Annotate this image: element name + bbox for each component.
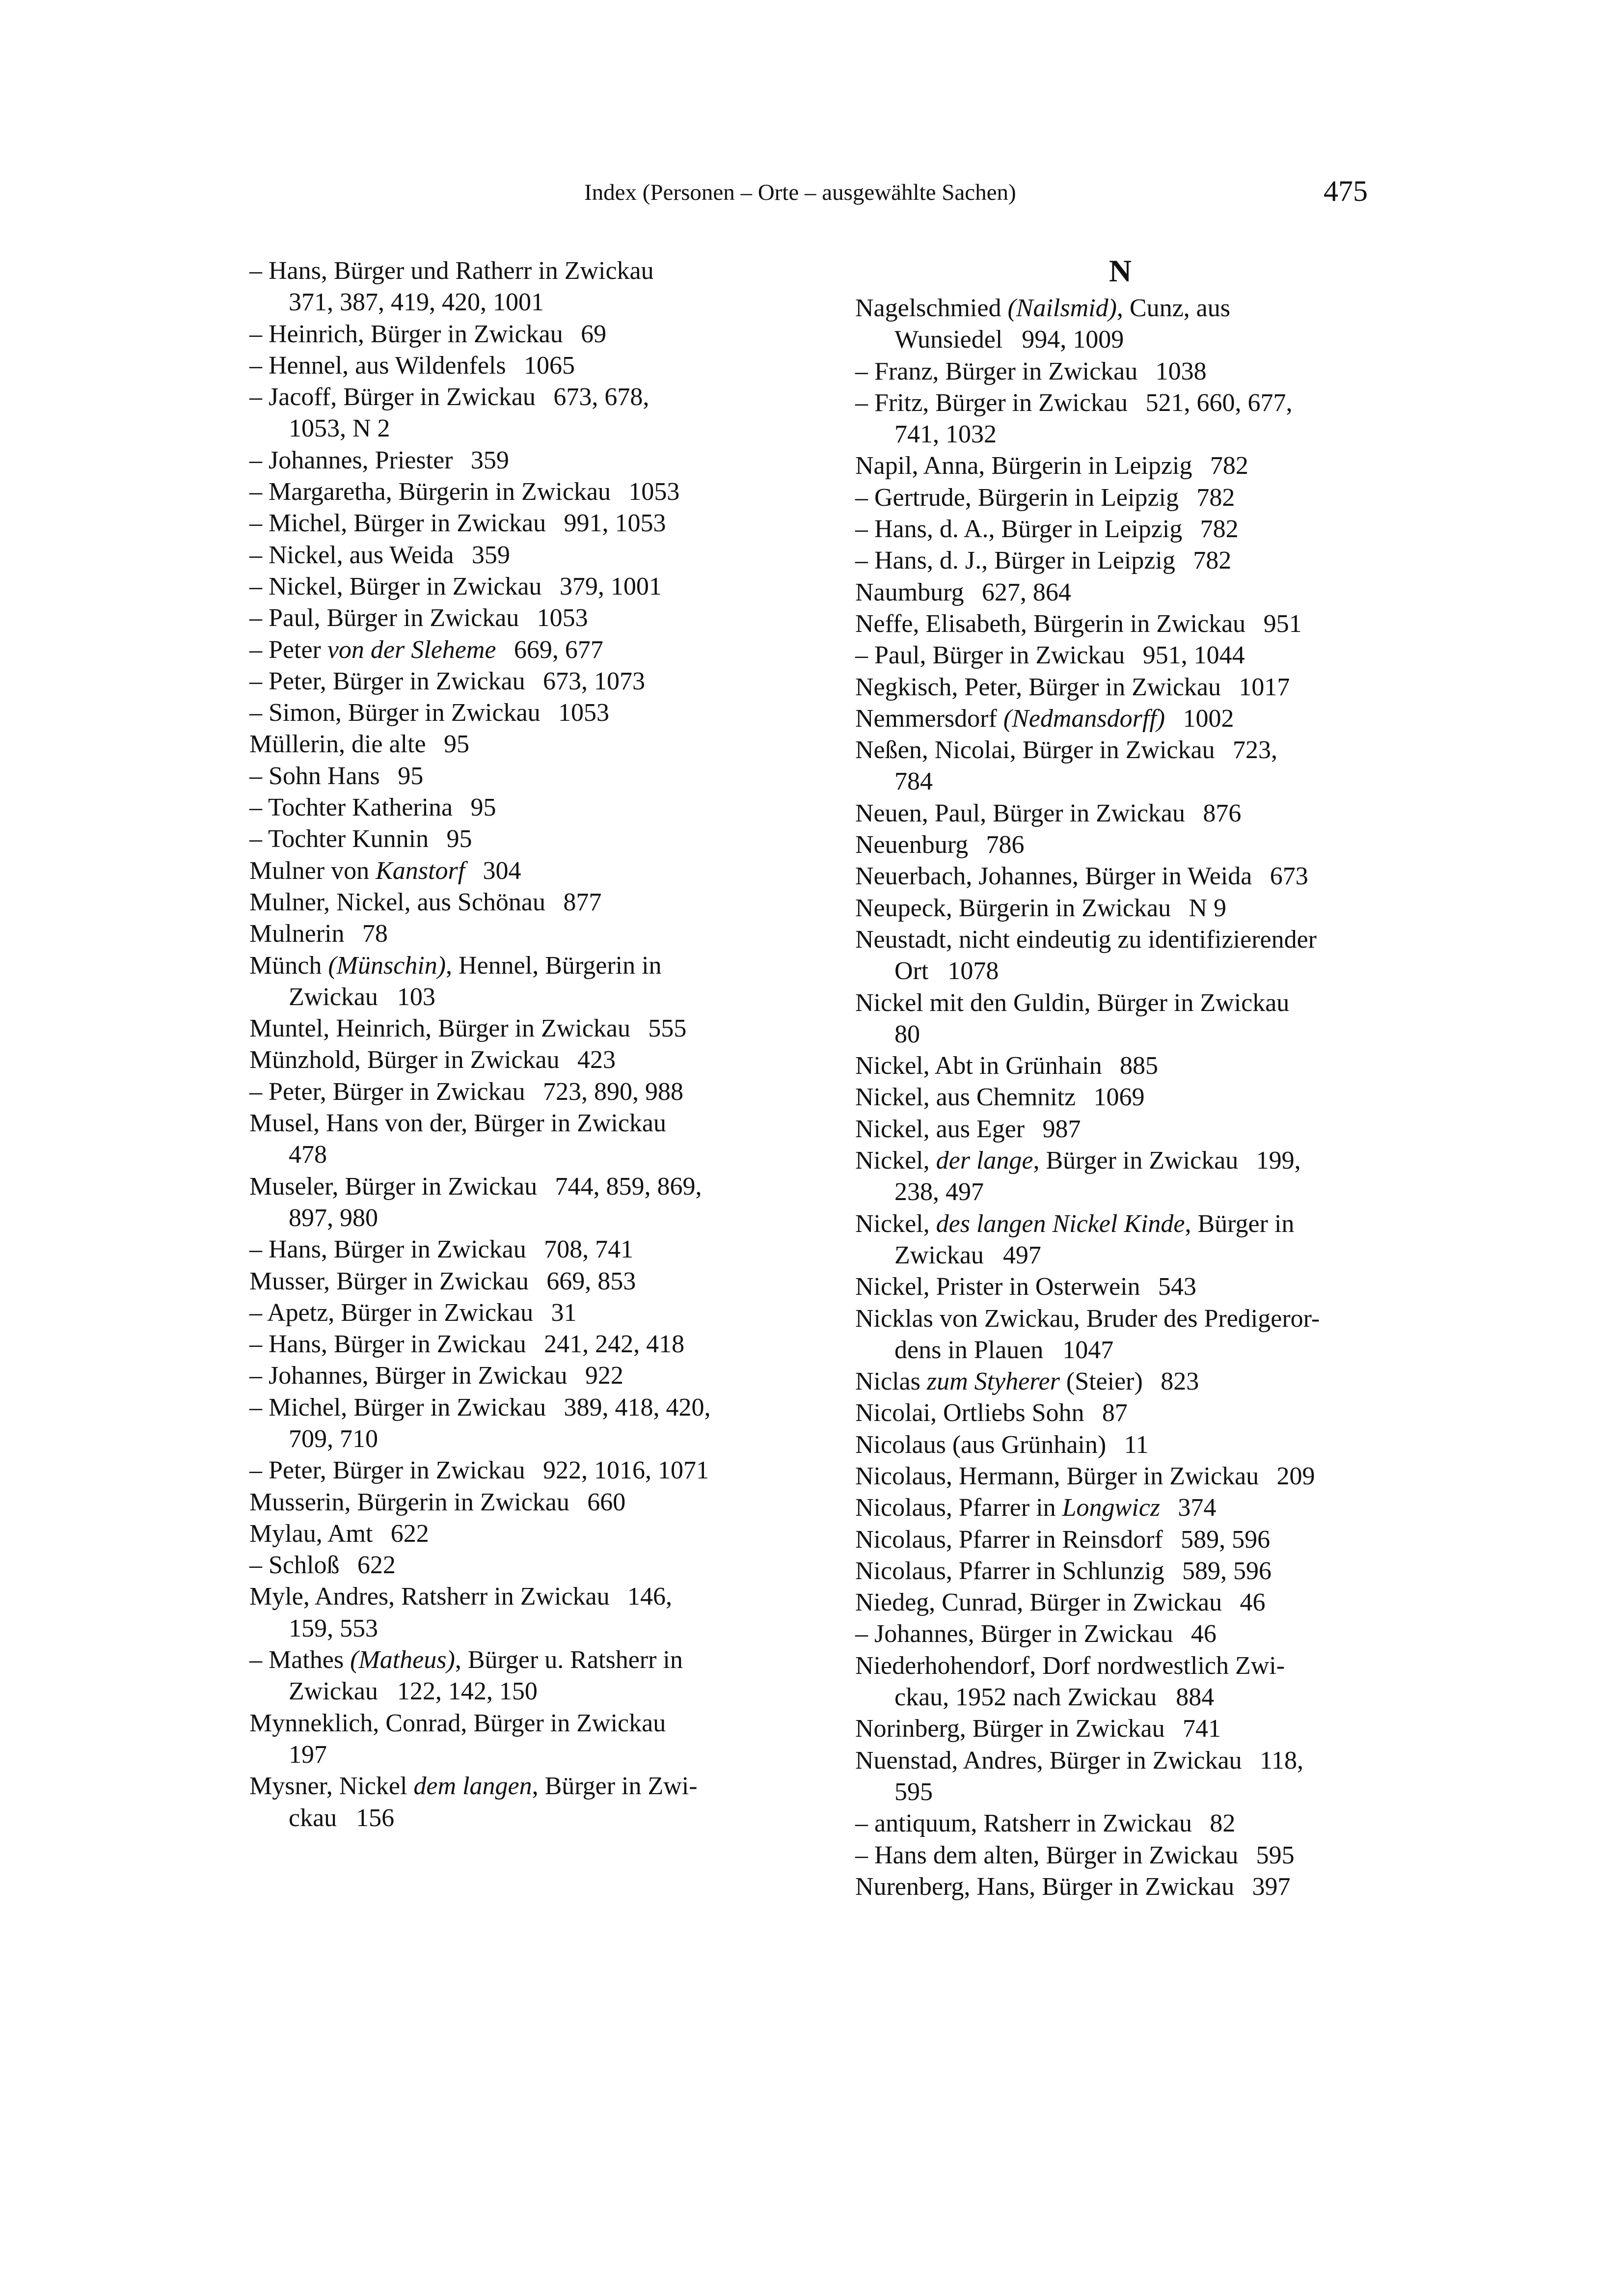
entry-text: – Tochter Kunnin <box>249 825 429 853</box>
entry-page-refs: 669, 677 <box>514 635 603 664</box>
entry-page-refs: 1053 <box>628 478 680 506</box>
entry-page-refs: 723, 890, 988 <box>542 1077 683 1106</box>
entry-text: Nickel, <box>855 1147 936 1175</box>
entry-text-after: , Cunz, aus <box>1116 294 1230 322</box>
entry-page-refs: 786 <box>986 831 1025 859</box>
entry-text: – Gertrude, Bürgerin in Leipzig <box>855 483 1179 512</box>
entry-italic-text: (Nedmansdorff) <box>1003 704 1165 733</box>
entry-text: – Heinrich, Bürger in Zwickau <box>249 320 563 348</box>
entry-page-refs: 922 <box>585 1362 623 1390</box>
entry-page-refs: 708, 741 <box>544 1235 634 1264</box>
index-entry <box>855 640 1385 671</box>
index-entry <box>249 1234 765 1265</box>
entry-italic-text: dem langen <box>413 1772 532 1801</box>
index-entry <box>855 1524 1385 1556</box>
index-entry <box>249 255 765 319</box>
entry-continuation: 478 <box>289 1141 327 1169</box>
entry-text: – Peter, Bürger in Zwickau <box>249 667 525 695</box>
entry-text: – Jacoff, Bürger in Zwickau <box>249 383 536 411</box>
index-entry <box>249 602 765 634</box>
entry-text: Neuenburg <box>855 831 969 859</box>
entry-text: Nicolaus (aus Grünhain) <box>855 1430 1107 1459</box>
index-entry <box>249 350 765 382</box>
entry-page-refs: 922, 1016, 1071 <box>542 1456 709 1485</box>
entry-text: – Peter, Bürger in Zwickau <box>249 1077 525 1106</box>
index-column-right <box>855 255 1385 1903</box>
entry-page-refs: 423 <box>577 1046 616 1074</box>
entry-text: – Johannes, Bürger in Zwickau <box>855 1620 1173 1648</box>
index-entry <box>249 1044 765 1076</box>
entry-text: Negkisch, Peter, Bürger in Zwickau <box>855 673 1221 701</box>
entry-text: Nicolaus, Pfarrer in Reinsdorf <box>855 1525 1163 1554</box>
entry-page-refs: 622 <box>390 1519 429 1548</box>
entry-page-refs: 627, 864 <box>981 578 1071 606</box>
entry-text: Nuenstad, Andres, Bürger in Zwickau <box>855 1746 1242 1775</box>
entry-text: Musserin, Bürgerin in Zwickau <box>249 1488 569 1516</box>
running-head: Index (Personen – Orte – ausgewählte Sachen) <box>584 180 1016 205</box>
entry-page-refs: 374 <box>1178 1494 1217 1522</box>
index-entry <box>855 829 1385 861</box>
index-entry <box>855 735 1385 798</box>
index-entry <box>249 1013 765 1044</box>
entry-continuation: Zwickau 103 <box>289 983 435 1011</box>
entry-italic-text: Longwicz <box>1062 1494 1161 1522</box>
entry-continuation: ckau, 1952 nach Zwickau 884 <box>894 1683 1215 1712</box>
entry-text: Nagelschmied <box>855 294 1008 322</box>
index-entry <box>249 1708 765 1771</box>
index-entry <box>855 1713 1385 1745</box>
entry-text-after: , Hennel, Bürgerin in <box>446 951 662 980</box>
entry-page-refs: 673, 678, <box>553 383 649 411</box>
index-entry <box>855 672 1385 703</box>
index-entry <box>855 545 1385 576</box>
entry-text: – Paul, Bürger in Zwickau <box>855 641 1125 670</box>
index-entry <box>855 293 1385 356</box>
entry-page-refs: 359 <box>471 541 510 569</box>
entry-page-refs: 669, 853 <box>546 1267 636 1295</box>
entry-text: Mulner von <box>249 856 376 885</box>
entry-text: – Simon, Bürger in Zwickau <box>249 699 541 727</box>
entry-page-refs: 589, 596 <box>1182 1557 1272 1585</box>
entry-text: Neuen, Paul, Bürger in Zwickau <box>855 799 1185 827</box>
entry-text: – Peter <box>249 635 327 664</box>
index-entry <box>855 608 1385 640</box>
index-entry <box>249 1266 765 1297</box>
index-entry <box>855 1492 1385 1524</box>
entry-page-refs: 782 <box>1196 483 1235 512</box>
index-entry <box>249 887 765 918</box>
entry-page-refs: 595 <box>1256 1841 1295 1869</box>
entry-text: Museler, Bürger in Zwickau <box>249 1172 538 1201</box>
entry-text: – antiquum, Ratsherr in Zwickau <box>855 1809 1192 1838</box>
entry-text: Neßen, Nicolai, Bürger in Zwickau <box>855 736 1215 765</box>
entry-text: – Sohn Hans <box>249 762 380 790</box>
entry-page-refs: 82 <box>1210 1809 1236 1838</box>
entry-page-refs: 823 <box>1161 1367 1199 1396</box>
entry-text: – Hans, Bürger in Zwickau <box>249 1235 526 1264</box>
index-entry <box>855 1271 1385 1303</box>
entry-page-refs: 622 <box>357 1551 396 1580</box>
entry-page-refs: 69 <box>581 320 607 348</box>
entry-continuation: 1053, N 2 <box>289 414 390 443</box>
entry-page-refs: 521, 660, 677, <box>1145 388 1293 417</box>
entry-page-refs: 95 <box>443 730 469 759</box>
index-entry <box>855 1397 1385 1429</box>
entry-text: Mulner, Nickel, aus Schönau <box>249 888 546 916</box>
entry-text: Musel, Hans von der, Bürger in Zwickau <box>249 1109 667 1138</box>
entry-text: – Johannes, Bürger in Zwickau <box>249 1362 568 1390</box>
index-entry <box>855 1082 1385 1113</box>
index-entry <box>249 1297 765 1329</box>
entry-text: – Hans, Bürger in Zwickau <box>249 1330 526 1359</box>
entry-page-refs: 744, 859, 869, <box>555 1172 702 1201</box>
index-entry <box>855 1429 1385 1461</box>
entry-text: Niederhohendorf, Dorf nordwestlich Zwi- <box>855 1651 1285 1680</box>
index-entry <box>855 1050 1385 1082</box>
index-entry <box>249 1329 765 1360</box>
index-entry <box>855 1871 1385 1903</box>
entry-text: – Schloß <box>249 1551 340 1580</box>
index-entry <box>855 514 1385 545</box>
entry-continuation: Zwickau 497 <box>894 1241 1041 1269</box>
entry-page-refs: 95 <box>470 793 496 822</box>
entry-continuation: Zwickau 122, 142, 150 <box>289 1677 538 1706</box>
entry-text: Nickel, aus Eger <box>855 1115 1025 1143</box>
index-entry <box>855 387 1385 451</box>
entry-page-refs: 11 <box>1124 1430 1149 1459</box>
entry-text: Niclas <box>855 1367 927 1396</box>
entry-page-refs: 987 <box>1042 1115 1081 1143</box>
entry-page-refs: 87 <box>1102 1399 1128 1427</box>
entry-text: Mysner, Nickel <box>249 1772 414 1801</box>
entry-page-refs: 885 <box>1119 1052 1158 1080</box>
entry-page-refs: 95 <box>398 762 424 790</box>
index-entry <box>855 893 1385 924</box>
entry-italic-text: (Münschin) <box>328 951 446 980</box>
entry-text: Nickel, <box>855 1209 936 1238</box>
index-entry <box>855 1840 1385 1871</box>
entry-continuation: 784 <box>894 767 933 796</box>
entry-page-refs: 46 <box>1240 1588 1266 1617</box>
entry-page-refs: 991, 1053 <box>564 509 666 538</box>
index-entry <box>249 1550 765 1581</box>
entry-continuation: 897, 980 <box>289 1203 378 1232</box>
entry-page-refs: 389, 418, 420, <box>564 1393 711 1421</box>
entry-text: – Fritz, Bürger in Zwickau <box>855 388 1128 417</box>
entry-italic-text: zum Styherer <box>926 1367 1060 1396</box>
entry-continuation: 595 <box>894 1777 933 1806</box>
index-entry <box>855 482 1385 514</box>
entry-page-refs: N 9 <box>1189 894 1227 922</box>
entry-page-refs: 877 <box>563 888 602 916</box>
entry-text: Nicolai, Ortliebs Sohn <box>855 1399 1084 1427</box>
entry-page-refs: 782 <box>1200 515 1239 544</box>
entry-text: Norinberg, Bürger in Zwickau <box>855 1715 1165 1743</box>
entry-page-refs: 543 <box>1158 1273 1196 1301</box>
index-entry <box>855 1461 1385 1492</box>
entry-text: – Apetz, Bürger in Zwickau <box>249 1298 534 1327</box>
entry-page-refs: 1053 <box>537 604 588 632</box>
index-entry <box>249 950 765 1013</box>
entry-text: Niedeg, Cunrad, Bürger in Zwickau <box>855 1588 1222 1617</box>
entry-text: Nicolaus, Pfarrer in <box>855 1494 1062 1522</box>
entry-text: Nicolaus, Hermann, Bürger in Zwickau <box>855 1462 1259 1490</box>
index-entry <box>855 1618 1385 1650</box>
index-entry <box>249 571 765 602</box>
entry-continuation: ckau 156 <box>289 1804 395 1832</box>
entry-page-refs: 1002 <box>1183 704 1234 733</box>
index-entry <box>249 697 765 729</box>
entry-text: – Hennel, aus Wildenfels <box>249 351 506 380</box>
index-entry <box>855 1114 1385 1145</box>
entry-text: Neffe, Elisabeth, Bürgerin in Zwickau <box>855 609 1246 638</box>
entry-text-after: , Bürger in Zwickau <box>1033 1147 1239 1175</box>
entry-page-refs: 118, <box>1259 1746 1304 1775</box>
entry-continuation: 238, 497 <box>894 1178 984 1206</box>
index-entry <box>855 798 1385 829</box>
entry-text: – Margaretha, Bürgerin in Zwickau <box>249 478 611 506</box>
entry-italic-text: des langen Nickel Kinde <box>936 1209 1185 1238</box>
entry-text: – Hans, d. A., Bürger in Leipzig <box>855 515 1183 544</box>
page-number: 475 <box>1324 175 1368 207</box>
index-entry <box>855 1587 1385 1618</box>
entry-italic-text: der lange <box>936 1147 1033 1175</box>
entry-text: – Johannes, Priester <box>249 446 453 474</box>
index-entry <box>249 666 765 697</box>
entry-page-refs: 782 <box>1210 452 1248 480</box>
entry-page-refs: 951 <box>1263 609 1302 638</box>
index-entry <box>249 729 765 760</box>
entry-italic-text: von der Sleheme <box>327 635 496 664</box>
index-entry <box>249 540 765 571</box>
index-entry <box>855 1303 1385 1367</box>
entry-text: Mulnerin <box>249 920 345 948</box>
entry-text-after: , Bürger in <box>1185 1209 1295 1238</box>
entry-text: Naumburg <box>855 578 964 606</box>
entry-page-refs: 741 <box>1183 1715 1221 1743</box>
index-entry <box>855 861 1385 892</box>
entry-text: Müllerin, die alte <box>249 730 426 759</box>
entry-text: Nickel, aus Chemnitz <box>855 1083 1076 1112</box>
index-entry <box>249 1108 765 1171</box>
entry-text: Napil, Anna, Bürgerin in Leipzig <box>855 452 1192 480</box>
index-entry <box>249 445 765 476</box>
entry-page-refs: 951, 1044 <box>1142 641 1245 670</box>
index-entry <box>855 1556 1385 1587</box>
entry-text: – Michel, Bürger in Zwickau <box>249 1393 546 1421</box>
entry-text: – Hans, d. J., Bürger in Leipzig <box>855 547 1175 575</box>
entry-page-refs: 876 <box>1203 799 1242 827</box>
index-entry <box>855 1145 1385 1208</box>
index-entry <box>855 1366 1385 1397</box>
index-entry <box>855 1808 1385 1839</box>
index-entry <box>249 1171 765 1234</box>
entry-text: Nicolaus, Pfarrer in Schlunzig <box>855 1557 1164 1585</box>
entry-page-refs: 589, 596 <box>1181 1525 1271 1554</box>
entry-italic-text: (Nailsmid) <box>1007 294 1117 322</box>
entry-page-refs: 723, <box>1233 736 1277 765</box>
entry-text: Mylau, Amt <box>249 1519 373 1548</box>
entry-text: Myle, Andres, Ratsherr in Zwickau <box>249 1583 610 1611</box>
entry-text: – Michel, Bürger in Zwickau <box>249 509 546 538</box>
letter-heading: N <box>1109 253 1132 288</box>
entry-continuation: 80 <box>894 1020 920 1048</box>
index-entry <box>855 1650 1385 1714</box>
entry-continuation: 197 <box>289 1740 327 1769</box>
entry-page-refs: 1065 <box>523 351 575 380</box>
entry-page-refs: 782 <box>1193 547 1232 575</box>
entry-text: Münzhold, Bürger in Zwickau <box>249 1046 560 1074</box>
entry-text: Nicklas von Zwickau, Bruder des Predigeror- <box>855 1304 1320 1333</box>
index-entry <box>855 924 1385 987</box>
entry-text: – Paul, Bürger in Zwickau <box>249 604 519 632</box>
entry-continuation: 371, 387, 419, 420, 1001 <box>289 288 544 317</box>
entry-text: – Hans, Bürger und Ratherr in Zwickau <box>249 257 654 285</box>
entry-page-refs: 241, 242, 418 <box>544 1330 685 1359</box>
index-entry <box>249 382 765 445</box>
index-entry <box>249 1360 765 1392</box>
index-entry <box>249 855 765 887</box>
right-entries <box>855 293 1385 1903</box>
entry-page-refs: 46 <box>1190 1620 1217 1648</box>
entry-page-refs: 673, 1073 <box>542 667 645 695</box>
entry-text: Neustadt, nicht eindeutig zu identifizierender <box>855 925 1317 954</box>
entry-text: Nemmersdorf <box>855 704 1003 733</box>
entry-page-refs: 555 <box>648 1014 687 1043</box>
entry-page-refs: 397 <box>1252 1872 1291 1901</box>
entry-text: Nickel, Prister in Osterwein <box>855 1273 1140 1301</box>
entry-italic-text: Kanstorf <box>376 856 465 885</box>
entry-text: Musser, Bürger in Zwickau <box>249 1267 529 1295</box>
entry-page-refs: 31 <box>551 1298 577 1327</box>
entry-continuation: Ort 1078 <box>894 957 999 985</box>
entry-text: – Peter, Bürger in Zwickau <box>249 1456 525 1485</box>
entry-text: Neupeck, Bürgerin in Zwickau <box>855 894 1171 922</box>
entry-page-refs: 359 <box>470 446 509 474</box>
entry-text-after: (Steier) <box>1059 1367 1143 1396</box>
index-entry <box>249 761 765 792</box>
index-entry <box>249 1455 765 1486</box>
index-entry <box>855 987 1385 1051</box>
index-entry <box>855 703 1385 735</box>
entry-page-refs: 304 <box>483 856 521 885</box>
entry-text: Nickel, Abt in Grünhain <box>855 1052 1102 1080</box>
entry-text: – Hans dem alten, Bürger in Zwickau <box>855 1841 1239 1869</box>
index-entry <box>249 508 765 539</box>
entry-page-refs: 1017 <box>1239 673 1290 701</box>
index-entry <box>249 918 765 950</box>
index-entry <box>855 356 1385 387</box>
index-entry <box>249 634 765 666</box>
entry-text: – Mathes <box>249 1646 351 1674</box>
index-entry <box>249 1518 765 1550</box>
entry-text: Neuerbach, Johannes, Bürger in Weida <box>855 862 1252 891</box>
entry-continuation: dens in Plauen 1047 <box>894 1336 1114 1364</box>
index-entry <box>855 577 1385 608</box>
entry-text: – Franz, Bürger in Zwickau <box>855 357 1138 385</box>
index-entry <box>249 1644 765 1708</box>
entry-italic-text: (Matheus) <box>350 1646 455 1674</box>
entry-page-refs: 1038 <box>1155 357 1207 385</box>
index-entry <box>249 1076 765 1108</box>
index-entry <box>249 823 765 855</box>
index-entry <box>249 1487 765 1518</box>
index-entry <box>855 1745 1385 1808</box>
index-entry <box>249 1581 765 1644</box>
entry-continuation: 741, 1032 <box>894 420 997 449</box>
entry-continuation: Wunsiedel 994, 1009 <box>894 326 1124 354</box>
entry-text: Nickel mit den Guldin, Bürger in Zwickau <box>855 988 1290 1017</box>
entry-text: Münch <box>249 951 328 980</box>
entry-text: Mynneklich, Conrad, Bürger in Zwickau <box>249 1709 666 1737</box>
entry-page-refs: 673 <box>1270 862 1308 891</box>
entry-page-refs: 1069 <box>1093 1083 1145 1112</box>
index-column-left <box>249 255 765 1834</box>
entry-page-refs: 146, <box>627 1583 673 1611</box>
entry-continuation: 709, 710 <box>289 1424 378 1453</box>
entry-page-refs: 1053 <box>558 699 610 727</box>
entry-page-refs: 95 <box>446 825 472 853</box>
index-entry <box>249 319 765 350</box>
index-entry <box>249 1771 765 1834</box>
entry-page-refs: 199, <box>1256 1147 1301 1175</box>
entry-page-refs: 379, 1001 <box>559 572 662 601</box>
entry-page-refs: 660 <box>587 1488 626 1516</box>
entry-page-refs: 78 <box>362 920 388 948</box>
entry-text-after: , Bürger u. Ratsherr in <box>455 1646 683 1674</box>
index-entry <box>249 1392 765 1455</box>
entry-text: – Tochter Katherina <box>249 793 453 822</box>
index-entry <box>855 1208 1385 1272</box>
index-entry <box>249 476 765 508</box>
entry-text-after: , Bürger in Zwi- <box>532 1772 698 1801</box>
entry-text: Nurenberg, Hans, Bürger in Zwickau <box>855 1872 1235 1901</box>
entry-text: Muntel, Heinrich, Bürger in Zwickau <box>249 1014 630 1043</box>
index-entry <box>249 792 765 823</box>
entry-continuation: 159, 553 <box>289 1614 378 1642</box>
entry-text: – Nickel, aus Weida <box>249 541 454 569</box>
entry-page-refs: 209 <box>1276 1462 1315 1490</box>
index-entry <box>855 450 1385 482</box>
entry-text: – Nickel, Bürger in Zwickau <box>249 572 542 601</box>
